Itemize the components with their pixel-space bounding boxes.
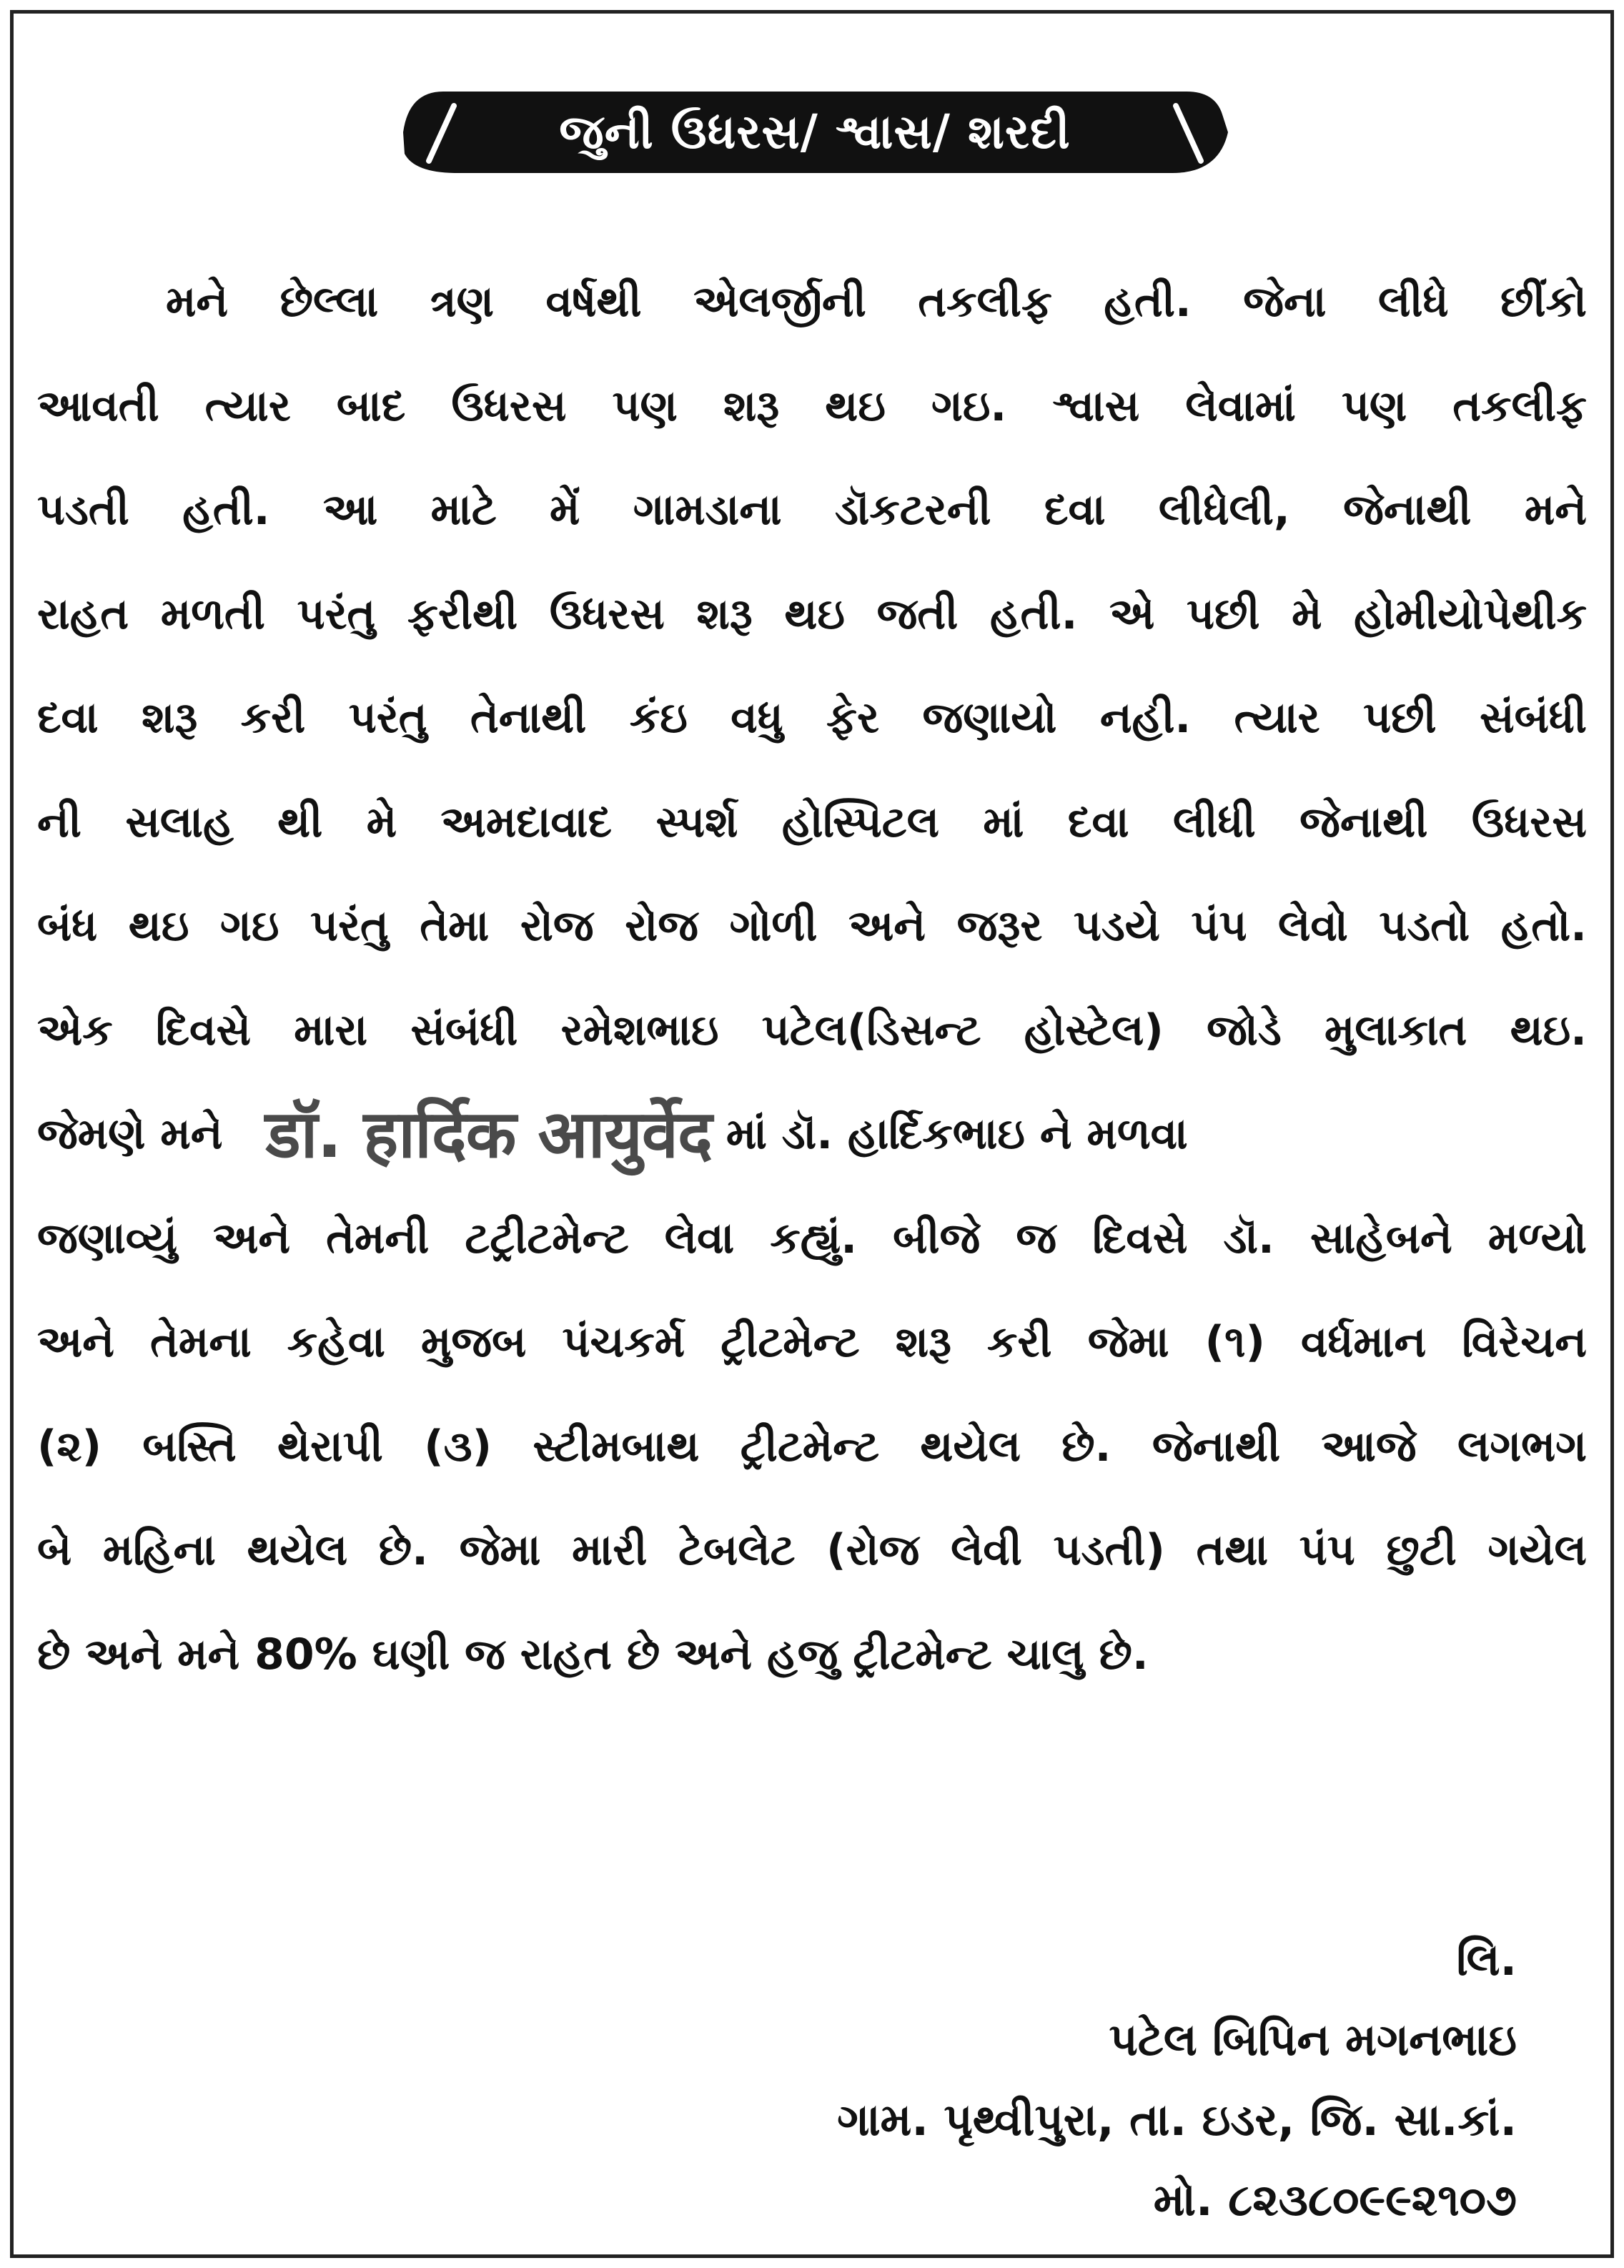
word: ઉધરસ [451, 380, 567, 431]
word: સંબંધી [1480, 693, 1587, 743]
word: તકલીફ [918, 277, 1052, 327]
word: રોજ [625, 901, 698, 951]
word: જણાવ્યું [37, 1213, 177, 1263]
word: મને [166, 277, 229, 327]
word: બીજે [893, 1213, 981, 1263]
word: હતી. [1104, 277, 1192, 327]
word: હોમીયોપેથીક [1354, 588, 1587, 639]
word: તેમની [326, 1213, 430, 1263]
logo-line-after: માં ડૉ. હાર્દિકભાઇ ને મળવા [726, 1109, 1188, 1159]
word: હતો. [1500, 901, 1587, 951]
word: લીધેલી, [1158, 485, 1290, 535]
word: લેવામાં [1185, 380, 1296, 431]
word: ડૉકટરની [834, 485, 991, 535]
word: શરૂ [696, 588, 753, 639]
word: સલાહ [125, 797, 234, 847]
word: સંબંધી [410, 1005, 518, 1055]
word: મારા [294, 1005, 368, 1055]
word: જેનાથી [1299, 797, 1428, 847]
word: ગઇ [220, 901, 279, 951]
word: ટટ્રીટમેન્ટ [465, 1213, 629, 1263]
word: ત્યાર [204, 380, 291, 431]
word: (૨) [37, 1421, 102, 1471]
word: શરૂ [142, 693, 198, 743]
text-line [37, 1291, 1587, 1395]
word: માટે [430, 485, 497, 535]
word: જ [1016, 1213, 1057, 1263]
word: પટેલ(ડિસન્ટ [761, 1005, 981, 1055]
word: ડૉ. [1223, 1213, 1274, 1263]
word: તથા [1196, 1525, 1269, 1575]
word: લેવા [664, 1213, 735, 1263]
word: જેમા [1087, 1317, 1169, 1367]
word: વિરેચન [1462, 1317, 1587, 1367]
word: દવા [37, 693, 99, 743]
word: શરૂ [723, 380, 780, 431]
signature-mobile: મો. ૮૨૩૮૦૯૯૨૧૦૭ [1153, 2174, 1517, 2226]
signature-name: પટેલ બિપિન મગનભાઇ [1109, 2013, 1517, 2066]
word: અને [848, 901, 926, 951]
clinic-logo-text: डॉ. हार्दिक आयुर्वेद [265, 1096, 712, 1173]
word: ગોળી [729, 901, 818, 951]
word: ની [37, 797, 81, 847]
word: પંપ [1191, 901, 1247, 951]
word: થેરાપી [277, 1421, 383, 1471]
word: ગઇ. [931, 380, 1007, 431]
testimonial-body [37, 250, 1587, 1707]
word: કંઇ [629, 693, 688, 743]
word: મે [366, 797, 397, 847]
word: કહ્યું. [770, 1213, 858, 1263]
word: જોડે [1207, 1005, 1282, 1055]
word: અમદાવાદ [440, 797, 613, 847]
word: હોસ્પિટલ [781, 797, 939, 847]
text-line [37, 874, 1587, 979]
text-line-with-logo [37, 1083, 1587, 1187]
word: આજે [1321, 1421, 1417, 1471]
word: તેમના [150, 1317, 252, 1367]
word: જેમા [459, 1525, 541, 1575]
word: સ્પર્શ [655, 797, 738, 847]
word: મળ્યો [1487, 1213, 1587, 1263]
word: બાદ [336, 380, 406, 431]
word: પછી [1187, 588, 1260, 639]
word: અને [37, 1317, 114, 1367]
word: લગભગ [1457, 1421, 1587, 1471]
word: નહી. [1099, 693, 1192, 743]
word: સ્ટીમબાથ [533, 1421, 700, 1471]
word: લેવી [951, 1525, 1022, 1575]
text-line [37, 979, 1587, 1083]
word: દિવસે [1092, 1213, 1188, 1263]
word: શરૂ [895, 1317, 951, 1367]
word: કહેવા [287, 1317, 385, 1367]
word: જણાયો [922, 693, 1057, 743]
word: દિવસે [155, 1005, 252, 1055]
word: પંપ [1299, 1525, 1355, 1575]
word: છેલ્લા [279, 277, 379, 327]
text-line [37, 458, 1587, 563]
word: વર્ષથી [545, 277, 642, 327]
word: કરી [987, 1317, 1052, 1367]
word: છે. [1061, 1421, 1111, 1471]
word: (રોજ [826, 1525, 920, 1575]
logo-line-before: જેમણે મને [37, 1109, 223, 1159]
word: મને [1524, 485, 1587, 535]
word: કરી [240, 693, 306, 743]
word: લેવો [1278, 901, 1348, 951]
word: પરંતુ [348, 693, 427, 743]
word: તકલીફ [1452, 380, 1587, 431]
word: દવા [1044, 485, 1106, 535]
word: આવતી [37, 380, 159, 431]
word: (૧) [1204, 1317, 1265, 1367]
word: શ્વાસ [1052, 380, 1140, 431]
word: લીધી [1172, 797, 1256, 847]
word: તેમા [420, 901, 490, 951]
word: રાહત [37, 588, 129, 639]
word: મેં [549, 485, 580, 535]
word: માં [983, 797, 1024, 847]
title-banner [400, 86, 1229, 179]
word: તેનાથી [470, 693, 587, 743]
word: ફરીથી [407, 588, 518, 639]
text-line [37, 1187, 1587, 1291]
text-line [37, 1395, 1587, 1499]
word: જરૂર [956, 901, 1043, 951]
text-line-last: છે અને મને 80% ઘણી જ રાહત છે અને હજુ ટ્રીટમેન્ટ ચાલુ છે. [37, 1629, 1149, 1680]
word: બંધ [37, 901, 98, 951]
word: મે [1292, 588, 1322, 639]
word: છીંકો [1500, 277, 1587, 327]
word: થઇ. [1510, 1005, 1587, 1055]
word: થઇ [825, 380, 886, 431]
text-line [37, 771, 1587, 875]
page-title: જુની ઉધરસ/ શ્વાસ/ શરદી [559, 104, 1071, 159]
word: પણ [612, 380, 678, 431]
word: વર્ધમાન [1301, 1317, 1427, 1367]
signature-address: ગામ. પૃથ્વીપુરા, તા. ઇડર, જિ. સા.કાં. [837, 2094, 1517, 2146]
word: રમેશભાઇ [560, 1005, 719, 1055]
word: એક [37, 1005, 113, 1055]
word: મારી [572, 1525, 648, 1575]
word: પડતો [1379, 901, 1470, 951]
word: ટેબલેટ [678, 1525, 796, 1575]
word: હતી. [989, 588, 1078, 639]
text-line [37, 563, 1587, 667]
text-line [37, 666, 1587, 771]
text-line [37, 1499, 1587, 1603]
word: મહિના [102, 1525, 216, 1575]
word: પછી [1363, 693, 1437, 743]
word: ત્રણ [430, 277, 494, 327]
word: મળતી [160, 588, 265, 639]
word: મુલાકાત [1325, 1005, 1467, 1055]
word: ટ્રીટમેન્ટ [721, 1317, 860, 1367]
word: જેનાથી [1152, 1421, 1281, 1471]
word: ફેર [826, 693, 879, 743]
word: જેના [1243, 277, 1327, 327]
word: ટ્રીટમેન્ટ [740, 1421, 880, 1471]
word: વધુ [731, 693, 783, 743]
word: પરંતુ [310, 901, 389, 951]
word: રોજ [520, 901, 594, 951]
word: સાહેબને [1309, 1213, 1452, 1263]
word: પડતી [37, 485, 129, 535]
word: મુજબ [421, 1317, 527, 1367]
word: ઉધરસ [549, 588, 665, 639]
text-line [37, 355, 1587, 459]
word: છુટી [1386, 1525, 1457, 1575]
word: અને [213, 1213, 291, 1263]
signature-li: લિ. [1456, 1933, 1517, 1986]
word: થઇ [784, 588, 845, 639]
word: ત્યાર [1234, 693, 1320, 743]
word: જતી [876, 588, 959, 639]
word: ગામડાના [633, 485, 782, 535]
word: દવા [1067, 797, 1129, 847]
word: લીધે [1377, 277, 1449, 327]
word: જેનાથી [1343, 485, 1472, 535]
word: છે. [378, 1525, 428, 1575]
word: હોસ્ટેલ) [1024, 1005, 1164, 1055]
word: એલર્જીની [693, 277, 866, 327]
word: આ [322, 485, 378, 535]
word: થઇ [128, 901, 189, 951]
text-line [37, 250, 1587, 355]
word: પણ [1341, 380, 1407, 431]
word: ગયેલ [1487, 1525, 1587, 1575]
word: થી [277, 797, 323, 847]
word: એ [1109, 588, 1155, 639]
word: (૩) [424, 1421, 492, 1471]
word: હતી. [182, 485, 270, 535]
word: બે [37, 1525, 72, 1575]
word: પડયે [1073, 901, 1160, 951]
signature-block [837, 1920, 1517, 2240]
word: પંચકર્મ [562, 1317, 685, 1367]
word: થયેલ [920, 1421, 1021, 1471]
word: પરંતુ [297, 588, 376, 639]
word: ઉધરસ [1471, 797, 1587, 847]
word: થયેલ [247, 1525, 348, 1575]
word: બસ્તિ [142, 1421, 237, 1471]
word: પડતી) [1053, 1525, 1165, 1575]
